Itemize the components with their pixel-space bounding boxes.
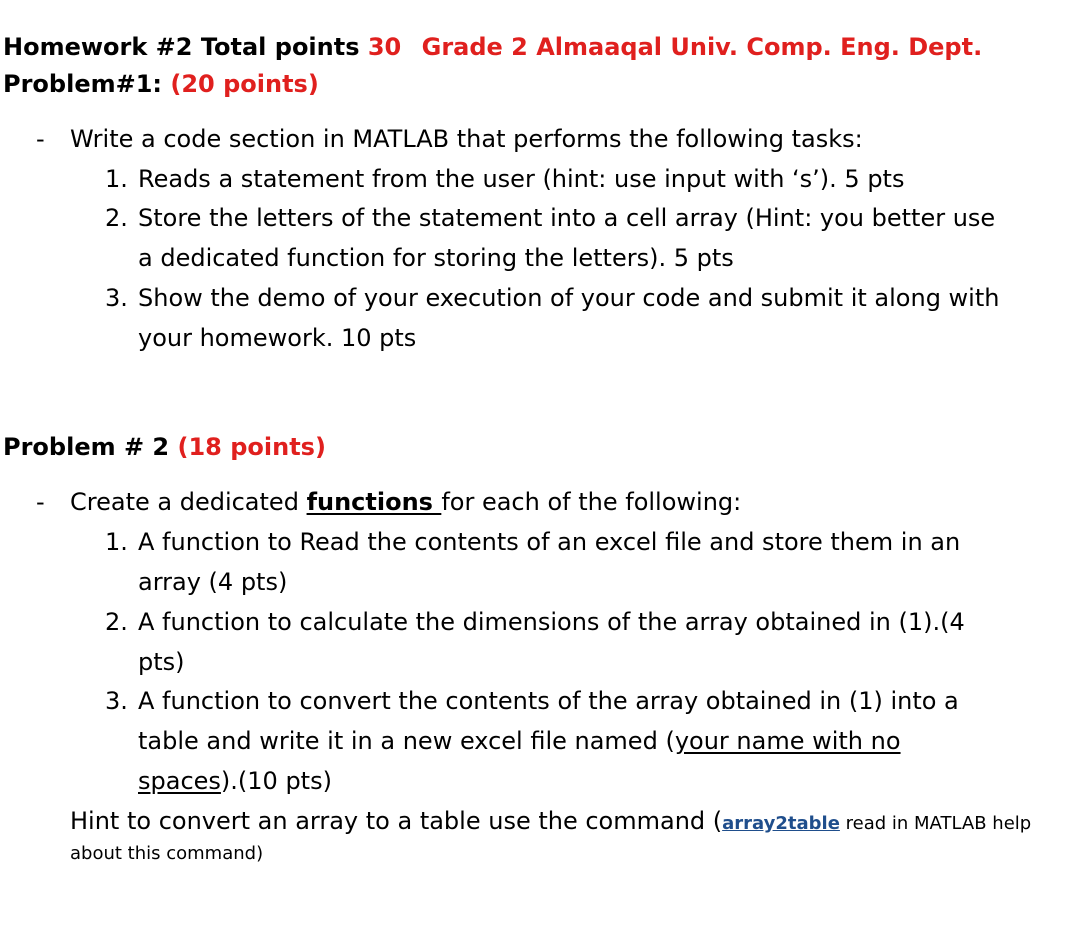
problem2-intro-before: Create a dedicated — [70, 488, 307, 516]
problem1-heading — [3, 69, 319, 99]
header-title — [3, 32, 982, 62]
header-total-points: 30 — [367, 33, 402, 61]
problem2-intro — [70, 487, 741, 517]
problem2-heading — [3, 432, 326, 462]
hint-line2: about this command) — [70, 843, 264, 864]
problem2-item2-line1: A function to calculate the dimensions of the array obtained in (1).(4 — [138, 608, 965, 636]
hint-line1 — [70, 806, 1031, 839]
problem2-item1-number: 1. — [105, 528, 128, 556]
problem2-item3-number: 3. — [105, 687, 128, 715]
problem2-item3-line3-text: ).(10 pts) — [220, 767, 332, 795]
problem2-item3-spaces-underlined: spaces — [138, 767, 221, 795]
problem1-item3-number: 3. — [105, 284, 128, 312]
hint-after-link: read in MATLAB help — [839, 813, 1032, 834]
problem1-label: Problem#1: — [3, 70, 163, 98]
problem1-item3-line2: your homework. 10 pts — [138, 324, 417, 352]
problem2-intro-functions: functions — [306, 488, 442, 516]
problem2-item3-line3 — [138, 766, 332, 796]
problem2-item1-line2: array (4 pts) — [138, 568, 288, 596]
problem2-item1-line1: A function to Read the contents of an excel file and store them in an — [138, 528, 961, 556]
problem1-item2-line2: a dedicated function for storing the letters). 5 pts — [138, 244, 734, 272]
problem1-intro: Write a code section in MATLAB that performs the following tasks: — [70, 125, 863, 153]
problem2-points: (18 points) — [177, 433, 326, 461]
problem1-item2-number: 2. — [105, 204, 128, 232]
problem1-item3-line1: Show the demo of your execution of your code and submit it along with — [138, 284, 1000, 312]
header-grade-info: Grade 2 Almaaqal Univ. Comp. Eng. Dept. — [421, 33, 983, 61]
problem2-bullet: - — [36, 488, 45, 516]
problem2-item2-number: 2. — [105, 608, 128, 636]
array2table-link[interactable]: array2table — [722, 813, 840, 834]
problem1-points: (20 points) — [170, 70, 319, 98]
problem2-item3-name-underlined: your name with no — [674, 727, 901, 755]
problem1-item1-line1: Reads a statement from the user (hint: use input with ‘s’). 5 pts — [138, 165, 905, 193]
problem2-item3-line2 — [138, 726, 901, 756]
problem2-item2-line2: pts) — [138, 648, 185, 676]
hint-text: Hint to convert an array to a table use the command ( — [70, 807, 723, 835]
problem1-item2-line1: Store the letters of the statement into a cell array (Hint: you better use — [138, 204, 996, 232]
problem2-item3-line2-text: table and write it in a new excel file named ( — [138, 727, 675, 755]
problem2-label: Problem # 2 — [3, 433, 170, 461]
problem1-item1-number: 1. — [105, 165, 128, 193]
problem2-intro-after: for each of the following: — [441, 488, 742, 516]
header-title-prefix: Homework #2 Total points — [3, 33, 360, 61]
problem1-bullet: - — [36, 125, 45, 153]
problem2-item3-line1: A function to convert the contents of the array obtained in (1) into a — [138, 687, 959, 715]
